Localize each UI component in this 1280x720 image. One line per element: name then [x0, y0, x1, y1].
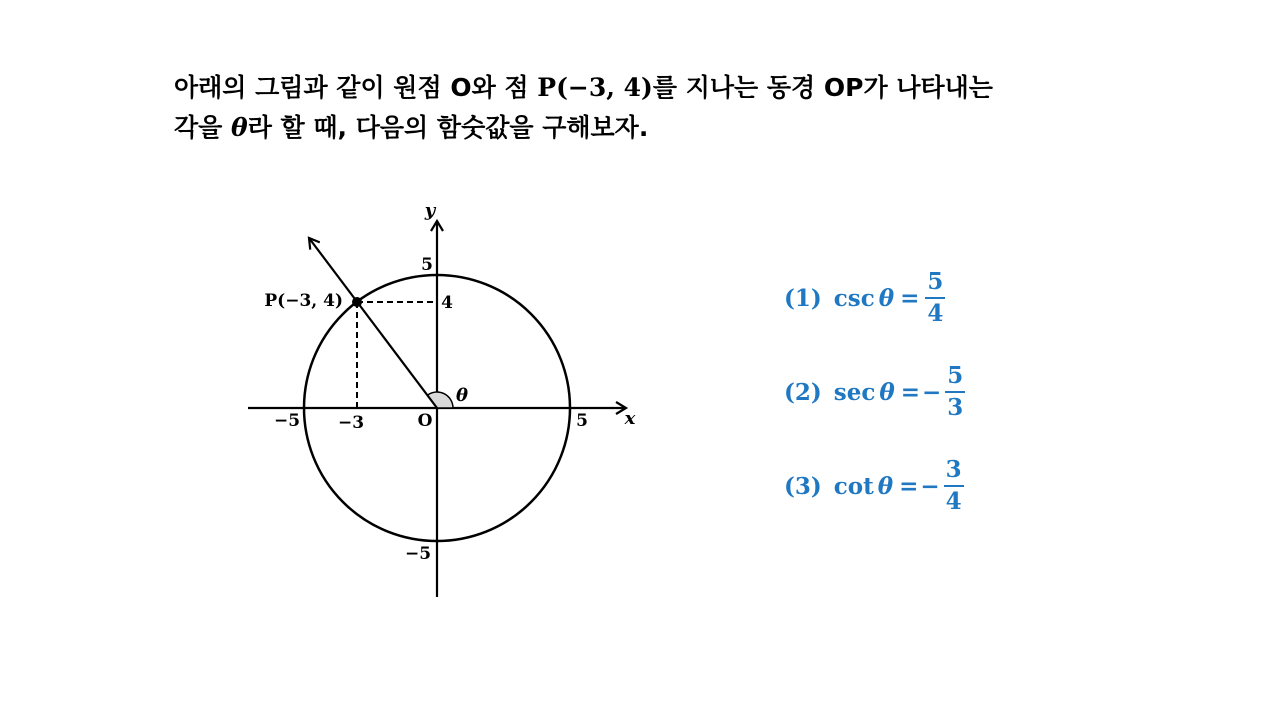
minus-sign: −	[920, 472, 940, 500]
tick-label-x-5: 5	[576, 411, 588, 431]
answer-number: (1)	[784, 284, 822, 312]
tick-label-y-5: 5	[421, 255, 433, 275]
answer-number: (2)	[784, 378, 822, 406]
tick-label-x-neg5: −5	[273, 411, 301, 431]
tick-label-y-neg5: −5	[404, 544, 432, 564]
unit-circle-diagram	[0, 0, 660, 620]
numerator: 5	[925, 267, 945, 299]
equals-sign: =	[900, 378, 920, 406]
y-axis-label: y	[424, 200, 436, 221]
numerator: 5	[945, 361, 965, 393]
answer-number: (3)	[784, 472, 822, 500]
answer-2	[784, 357, 965, 427]
origin-label: O	[417, 411, 433, 431]
theta-symbol: θ	[877, 472, 894, 500]
tick-label-x-neg3: −3	[337, 413, 365, 433]
fraction	[944, 455, 964, 517]
fraction	[945, 361, 965, 423]
problem-text-1: 아래의 그림과 같이 원점 O와 점	[174, 73, 538, 102]
angle-label: θ	[455, 385, 469, 406]
answer-1	[784, 263, 945, 333]
terminal-side-ray	[309, 238, 437, 408]
numerator: 3	[944, 455, 964, 487]
equals-sign: =	[899, 472, 919, 500]
point-expression: P(−3, 4)	[537, 73, 653, 102]
problem-text-3: 각을	[174, 113, 232, 142]
function-name: csc	[833, 284, 875, 312]
tick-label-y-4: 4	[441, 293, 453, 313]
denominator: 3	[947, 394, 964, 421]
x-axis-label: x	[624, 408, 636, 429]
denominator: 4	[945, 488, 962, 515]
theta-symbol: θ	[231, 113, 248, 142]
function-name: sec	[833, 378, 876, 406]
theta-symbol: θ	[879, 378, 895, 406]
point-p-dot	[352, 297, 362, 307]
problem-text-4: 라 할 때, 다음의 함숫값을 구해보자.	[247, 113, 649, 142]
theta-symbol: θ	[878, 284, 895, 312]
fraction	[925, 267, 945, 329]
point-p-label: P(−3, 4)	[264, 291, 343, 311]
problem-text-2: 를 지나는 동경 OP가 나타내는	[652, 73, 993, 102]
function-name: cot	[833, 472, 874, 500]
equals-sign: =	[900, 284, 920, 312]
denominator: 4	[927, 300, 944, 327]
minus-sign: −	[922, 378, 942, 406]
answer-3	[784, 451, 964, 521]
